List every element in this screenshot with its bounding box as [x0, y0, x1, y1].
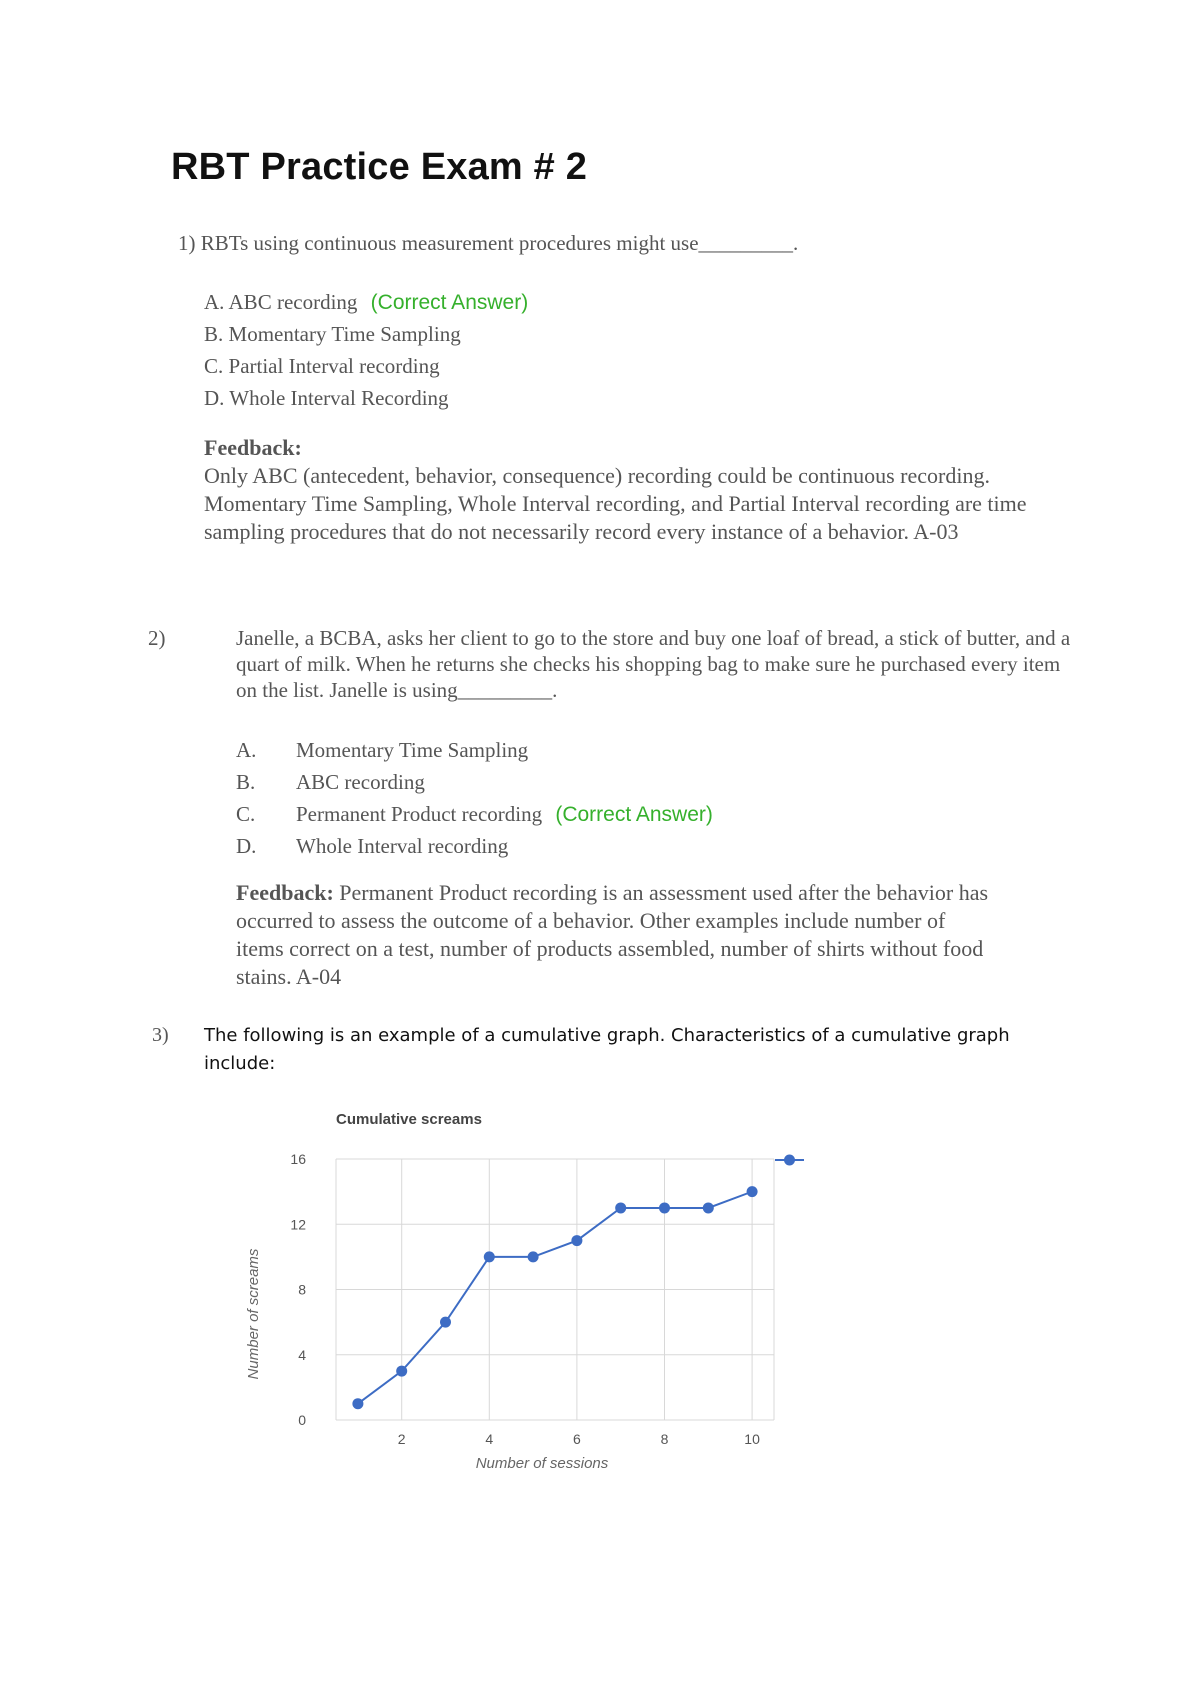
question-2: [148, 625, 1086, 703]
q1-option-b: [204, 321, 461, 347]
x-tick-labels: [398, 1431, 760, 1447]
question-3: [152, 1021, 1038, 1078]
data-point: [659, 1202, 670, 1213]
series-line: [358, 1192, 752, 1404]
data-point: [484, 1251, 495, 1262]
data-point: [615, 1202, 626, 1213]
question-1: [178, 230, 1058, 256]
option-text: Momentary Time Sampling: [296, 738, 529, 762]
q2-feedback: [236, 879, 996, 991]
question-text: The following is an example of a cumulative graph. Characteristics of a cumulative graph include:: [204, 1025, 1010, 1074]
data-point: [440, 1317, 451, 1328]
data-point: [352, 1398, 363, 1409]
option-text: Partial Interval recording: [228, 354, 440, 378]
y-tick-label: 16: [290, 1151, 306, 1167]
option-text: Permanent Product recording: [296, 802, 543, 826]
q1-option-a: [204, 289, 528, 316]
feedback-label: Feedback:: [236, 880, 334, 905]
option-letter: C.: [236, 802, 256, 826]
page-title: RBT Practice Exam # 2: [171, 146, 588, 188]
correct-answer-label: (Correct Answer): [370, 291, 529, 314]
chart-title: Cumulative screams: [336, 1111, 482, 1128]
legend: [775, 1155, 804, 1166]
option-letter: A.: [236, 738, 257, 762]
option-letter: B.: [204, 322, 224, 346]
option-text: Whole Interval Recording: [229, 386, 449, 410]
q2-option-d: [236, 833, 508, 859]
data-point: [747, 1186, 758, 1197]
q2-option-b: [236, 769, 425, 795]
option-letter: D.: [204, 386, 225, 410]
question-text: Janelle, a BCBA, asks her client to go to the store and buy one loaf of bread, a stick of butter, and a quart of milk. When he returns she checks his shopping bag to make sure he purchased every item on the list. Janelle is using_________.: [236, 626, 1071, 702]
data-point: [571, 1235, 582, 1246]
y-tick-label: 8: [298, 1281, 306, 1298]
legend-marker: [784, 1155, 795, 1166]
feedback-text: Permanent Product recording is an assessment used after the behavior has occurred to assess the outcome of a behavior. Other examples include number of items correct on a test, number of products assembled, number of shirts without food stains. A-04: [236, 880, 989, 989]
data-point: [396, 1366, 407, 1377]
data-point: [528, 1251, 539, 1262]
x-tick-label: 10: [744, 1431, 760, 1447]
x-tick-label: 4: [485, 1431, 494, 1447]
option-letter: C.: [204, 354, 224, 378]
data-point: [703, 1202, 714, 1213]
option-letter: B.: [236, 770, 256, 794]
feedback-text: Only ABC (antecedent, behavior, consequence) recording could be continuous recording. Momentary Time Sampling, Whole Interval recording, and Partial Interval recording are time sampling procedures that do not necessarily record every instance of a behavior. A-03: [204, 463, 1027, 544]
y-axis-label: Number of screams: [245, 1248, 262, 1380]
y-tick-label: 12: [290, 1216, 306, 1233]
question-number: 3): [152, 1024, 169, 1046]
question-number: 2): [148, 626, 166, 650]
q1-option-c: [204, 353, 440, 379]
x-axis-label: Number of sessions: [475, 1455, 609, 1472]
q2-option-a: [236, 737, 528, 763]
y-tick-label: 0: [298, 1412, 306, 1428]
option-letter: D.: [236, 834, 257, 858]
correct-answer-label: (Correct Answer): [555, 803, 713, 826]
q2-option-c: [236, 801, 713, 828]
cumulative-chart: [230, 1100, 820, 1480]
option-text: ABC recording: [228, 290, 358, 314]
x-tick-label: 2: [397, 1431, 406, 1447]
q1-feedback: [204, 434, 1034, 546]
feedback-label: Feedback:: [204, 435, 302, 460]
y-tick-label: 4: [298, 1346, 306, 1363]
y-tick-labels: [290, 1151, 306, 1428]
series-points: [352, 1186, 757, 1409]
option-letter: A.: [204, 290, 225, 314]
chart-grid: [336, 1159, 774, 1420]
option-text: Whole Interval recording: [296, 834, 509, 858]
question-text: RBTs using continuous measurement procedures might use_________.: [200, 231, 799, 255]
option-text: ABC recording: [296, 770, 425, 794]
question-number: 1): [178, 231, 196, 255]
q1-option-d: [204, 385, 449, 411]
x-tick-label: 6: [573, 1431, 581, 1447]
option-text: Momentary Time Sampling: [228, 322, 461, 346]
x-tick-label: 8: [660, 1431, 669, 1447]
